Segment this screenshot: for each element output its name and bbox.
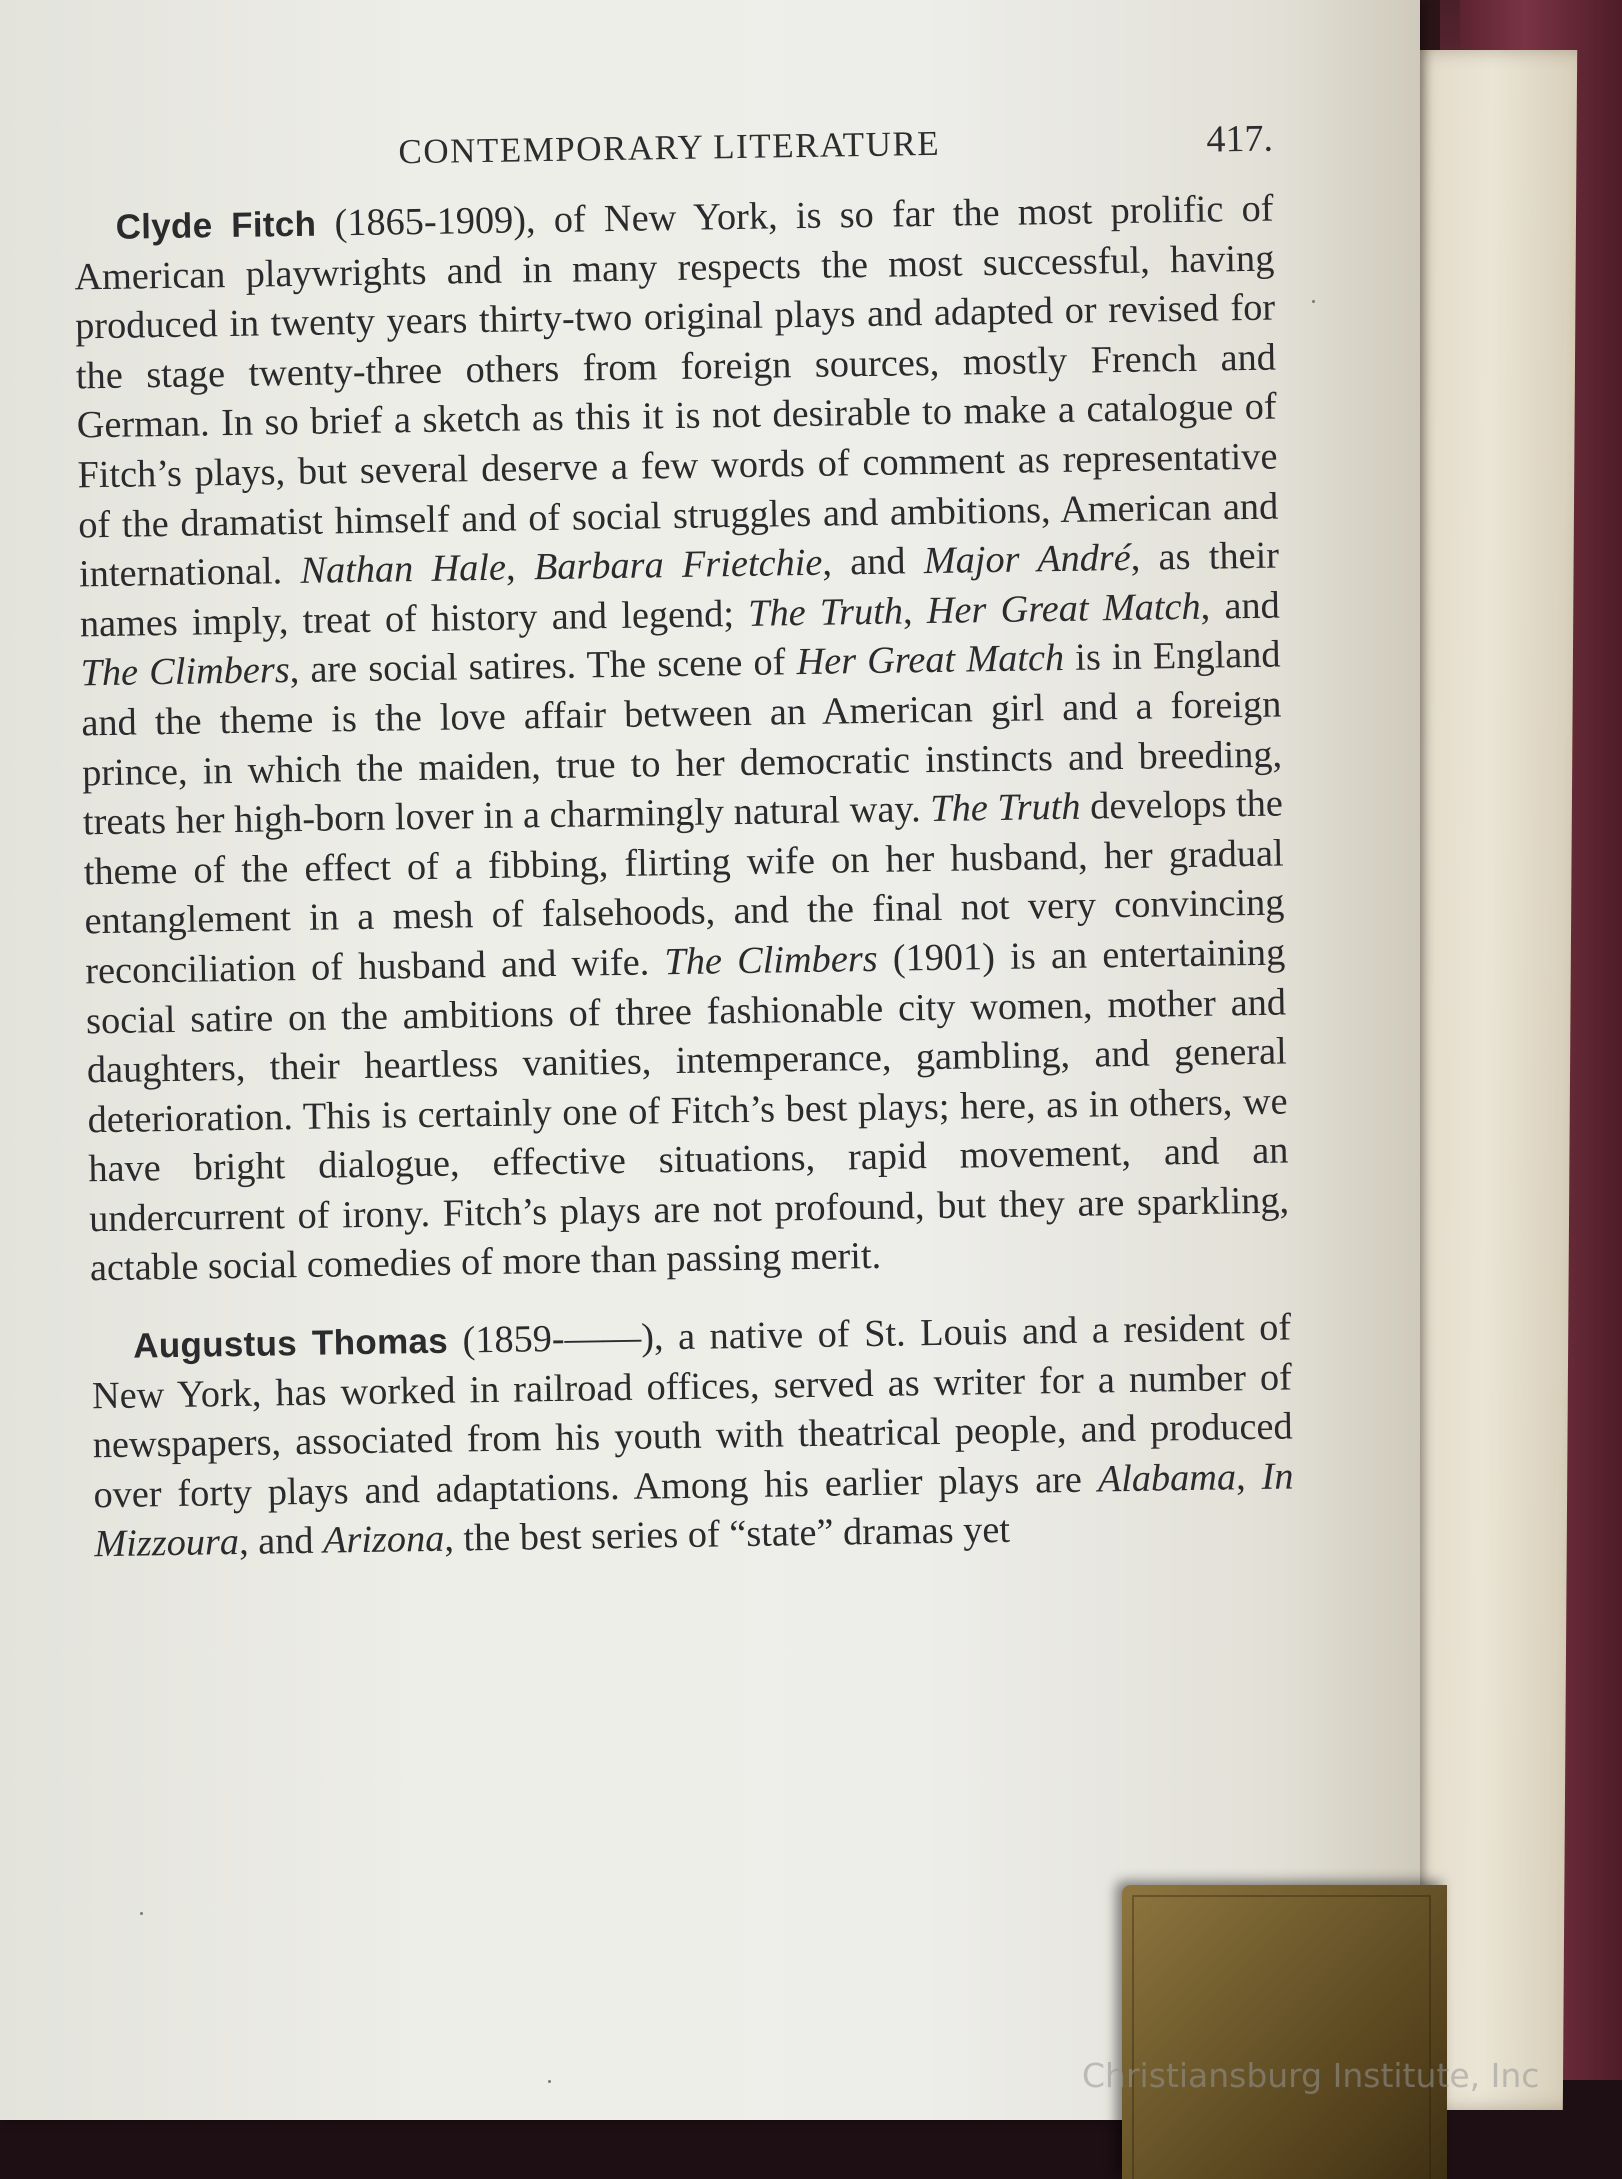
facing-page-edge [1393, 50, 1577, 2110]
work-title: The Truth [930, 785, 1081, 831]
paragraph-augustus-thomas [91, 1303, 1295, 1570]
work-title: Nathan Hale [300, 546, 507, 593]
text-run: , and [821, 540, 925, 584]
author-name: Clyde Fitch [115, 204, 317, 247]
page-number: 417. [1206, 117, 1274, 161]
text-run: , as their names imply, treat of history and legend; [79, 534, 1280, 646]
work-title: Her Great Match [926, 585, 1201, 632]
watermark-text: Christiansburg Institute, Inc [1082, 2056, 1540, 2095]
text-run: (1901) is an entertaining social satire on the ambitions of three fashionable city women, mother and daughters, their heartless vanities, intemperance, gambling, and general deterioration. This is certainly one of Fitch’s best plays; here, as in others, we have bright dialogue, effective situations, rapid movement, and an undercurrent of irony. Fitch’s plays are not profound, but they are sparkling, actable social comedies of more than passing merit. [85, 931, 1290, 1290]
work-title: Her Great Match [796, 637, 1065, 684]
running-head [72, 109, 1273, 188]
author-name: Augustus Thomas [132, 1321, 449, 1366]
running-title: CONTEMPORARY LITERATURE [398, 123, 941, 172]
text-run: , [902, 589, 928, 633]
work-title: Barbara Frietchie [533, 541, 823, 589]
text-run: , [1235, 1455, 1262, 1499]
text-run: , and [1200, 584, 1281, 628]
paper-speck [1312, 300, 1315, 303]
work-title: The Climbers [664, 937, 878, 984]
paper-speck [548, 2080, 551, 2083]
work-title: Alabama [1097, 1456, 1237, 1501]
work-title: The Climbers [80, 649, 290, 695]
work-title: The Truth [747, 590, 904, 635]
paper-speck [140, 1912, 143, 1915]
text-run: (1859-——), a native of St. Louis and a resident of New York, has worked in railroad offices, served as writer for a number of newspapers, associated from his youth with theatrical people, and produced over forty plays and adaptations. Among his earlier plays are [91, 1306, 1293, 1517]
text-run: is in England and the theme is the love affair between an American girl and a foreign prince, in which the maiden, true to her democratic instincts and breeding, treats her high-born lover in a charmingly natural way. [81, 633, 1283, 844]
text-run: , [505, 546, 535, 589]
work-title: Arizona [322, 1518, 445, 1563]
text-run: develops the theme of the effect of a fibbing, flirting wife on her husband, her gradual entanglement in a mesh of falsehoods, and the final not very convincing reconciliation of husband and wife. [83, 782, 1285, 993]
text-run: , the best series of “state” dramas yet [443, 1509, 1011, 1561]
page-content [72, 109, 1295, 1571]
text-run: , are social satires. The scene of [289, 641, 797, 692]
bookmark-clip [1122, 1885, 1447, 2179]
paragraph-text [74, 188, 1289, 1290]
text-run: , and [238, 1520, 324, 1564]
work-title: Major André [923, 537, 1132, 583]
work-title: In Mizzoura [94, 1455, 1294, 1566]
text-run: (1865-1909), of New York, is so far the most prolific of American playwrights and in many respects the most successful, having produced in twenty years thirty-two original plays and adapted or revised for the stage twenty-three others from foreign sources, mostly French and German. In so brief a sketch as this it is not desirable to make a catalogue of Fitch’s plays, but several deserve a few words of comment as representative of the dramatist himself and of social struggles and ambitions, American and international. [74, 187, 1279, 596]
body-text [73, 185, 1294, 1571]
paragraph-clyde-fitch [73, 185, 1290, 1295]
